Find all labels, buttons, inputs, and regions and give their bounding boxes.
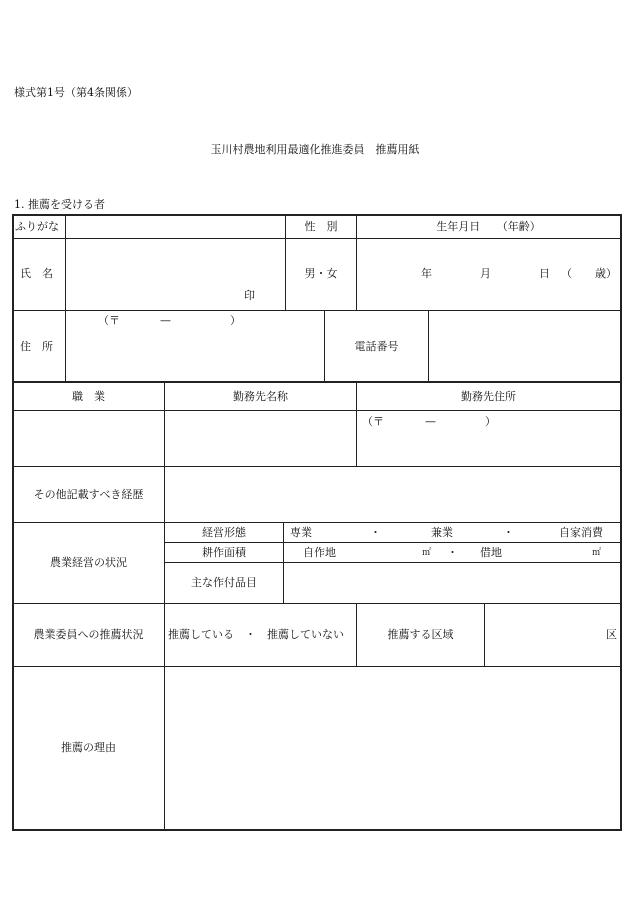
postal-dash: —: [160, 314, 171, 327]
reason-field[interactable]: [165, 667, 619, 828]
seal-mark: 印: [244, 289, 255, 302]
history-label: その他記載すべき経歴: [33, 488, 144, 501]
workplace-postal-close: ）: [485, 415, 496, 428]
gender-options[interactable]: 男・女: [304, 267, 338, 280]
management-type-label: 経営形態: [202, 526, 246, 539]
workplace-field[interactable]: [165, 411, 355, 465]
address-field[interactable]: [66, 311, 323, 381]
district-label: 推薦する区域: [387, 628, 454, 641]
address-label: 住 所: [20, 340, 53, 353]
type-dot-2: ・: [503, 526, 514, 539]
rented-land-label: 借地: [480, 546, 502, 559]
job-label: 職 業: [72, 390, 105, 403]
section-heading: 1. 推薦を受ける者: [14, 198, 105, 211]
rented-land-area-field[interactable]: [510, 545, 590, 560]
own-land-area-field[interactable]: [345, 545, 417, 560]
history-field[interactable]: [165, 467, 619, 521]
area-dot: ・: [447, 546, 458, 559]
birth-year-label: 年: [421, 267, 432, 280]
workplace-label: 勤務先名称: [233, 390, 288, 403]
reason-label: 推薦の理由: [61, 741, 116, 754]
phone-field[interactable]: [429, 311, 619, 381]
type-part-time[interactable]: 兼業: [431, 526, 453, 539]
birthdate-label: 生年月日 （年齢）: [436, 220, 541, 233]
form-number: 様式第1号（第4条関係）: [14, 86, 138, 99]
district-unit: 区: [606, 628, 617, 641]
workplace-address-field[interactable]: [357, 430, 619, 465]
type-full-time[interactable]: 専業: [290, 526, 312, 539]
own-land-label: 自作地: [303, 546, 336, 559]
postal-close: ）: [230, 314, 241, 327]
job-field[interactable]: [13, 411, 163, 465]
furigana-label: ふりがな: [15, 220, 59, 233]
cultivated-area-label: 耕作面積: [202, 546, 246, 559]
phone-label: 電話番号: [354, 340, 399, 353]
main-crops-field[interactable]: [284, 563, 619, 602]
postal-open: （〒: [98, 314, 120, 327]
workplace-address-label: 勤務先住所: [461, 390, 516, 403]
recommendation-status-options[interactable]: 推薦している ・ 推薦していない: [168, 628, 344, 641]
rented-land-unit: ㎡: [592, 548, 602, 558]
recommendation-status-label: 農業委員への推薦状況: [33, 628, 144, 641]
name-label: 氏 名: [20, 267, 53, 280]
workplace-postal-open: （〒: [362, 415, 384, 428]
age-open: （: [561, 267, 572, 280]
farming-label: 農業経営の状況: [50, 556, 127, 569]
main-crops-label: 主な作付品目: [191, 576, 257, 589]
age-label: 歳）: [595, 267, 617, 280]
form-title: 玉川村農地利用最適化推進委員 推薦用紙: [210, 143, 420, 156]
type-dot-1: ・: [370, 526, 381, 539]
district-field[interactable]: [485, 604, 605, 665]
gender-label: 性 別: [304, 220, 338, 233]
own-land-unit: ㎡: [422, 548, 432, 558]
birth-month-label: 月: [480, 267, 491, 280]
type-self-consumption[interactable]: 自家消費: [559, 526, 603, 539]
workplace-postal-dash: —: [425, 415, 436, 428]
birth-day-label: 日: [539, 267, 550, 280]
